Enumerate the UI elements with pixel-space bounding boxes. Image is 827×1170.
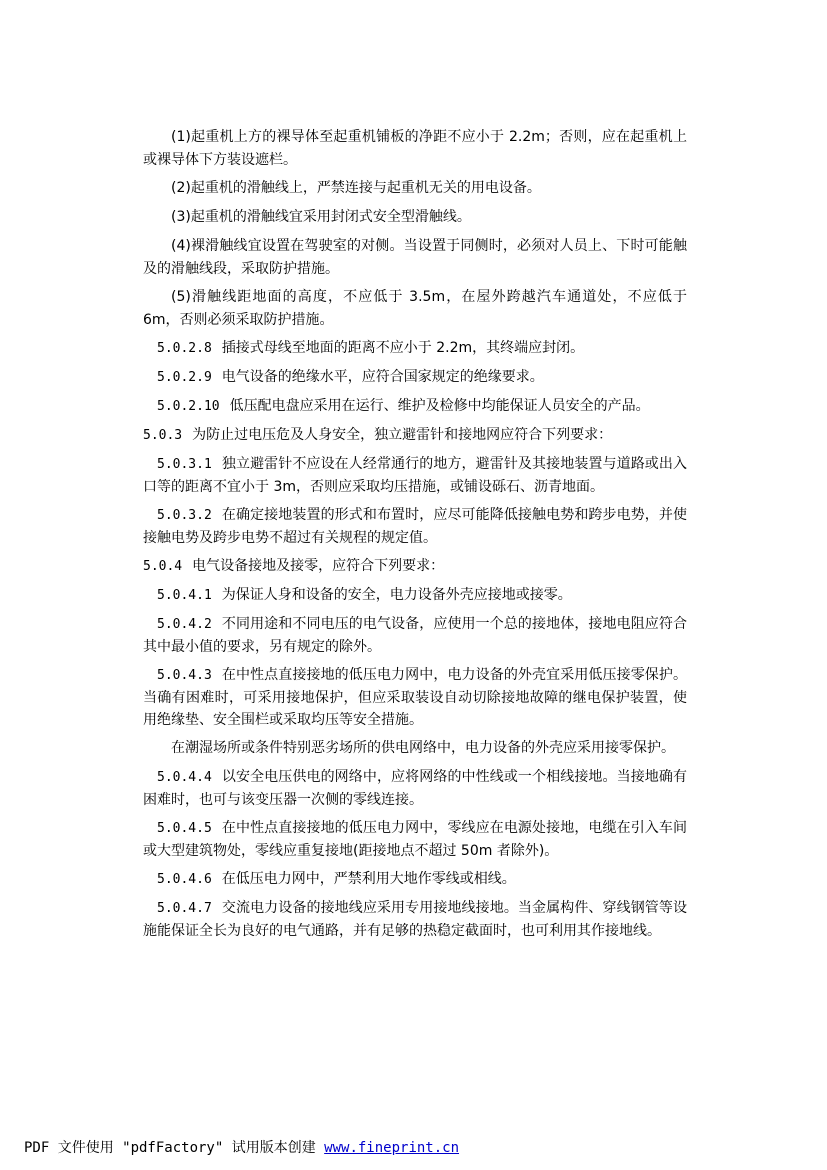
paragraph-text: 电气设备接地及接零，应符合下列要求： <box>192 558 445 574</box>
paragraph <box>143 664 687 731</box>
paragraph-text: 插接式母线至地面的距离不应小于 2.2m，其终端应封闭。 <box>221 340 585 356</box>
paragraph-text: 独立避雷针不应设在人经常通行的地方，避雷针及其接地装置与道路或出入口等的距离不宜小于 3m，否则应采取均压措施，或铺设砾石、沥青地面。 <box>143 456 687 495</box>
paragraph <box>143 126 687 171</box>
clause-number: 5.0.3 <box>143 428 183 443</box>
clause-number: 5.0.2.8 <box>157 341 212 356</box>
clause-number: 5.0.4.1 <box>157 588 212 603</box>
clause-number: 5.0.4.5 <box>157 821 212 836</box>
clause-number: 5.0.4.4 <box>157 770 212 785</box>
paragraph <box>143 504 687 549</box>
paragraph-text: 交流电力设备的接地线应采用专用接地线接地。当金属构件、穿线钢管等设施能保证全长为良好的电气通路，并有足够的热稳定截面时，也可利用其作接地线。 <box>143 900 687 939</box>
paragraph-text: (1)起重机上方的裸导体至起重机铺板的净距不应小于 2.2m；否则，应在起重机上或裸导体下方装设遮栏。 <box>143 129 687 168</box>
clause-number: 5.0.4.2 <box>157 617 212 632</box>
clause-number: 5.0.3.2 <box>157 508 212 523</box>
paragraph-text: 为保证人身和设备的安全，电力设备外壳应接地或接零。 <box>221 587 572 603</box>
paragraph <box>143 366 687 389</box>
paragraph <box>143 177 687 200</box>
clause-number: 5.0.2.10 <box>157 399 220 414</box>
paragraph-text: 为防止过电压危及人身安全，独立避雷针和接地网应符合下列要求： <box>192 427 613 443</box>
paragraph-text: 在低压电力网中，严禁利用大地作零线或相线。 <box>221 871 516 887</box>
paragraph-text: (3)起重机的滑触线宜采用封闭式安全型滑触线。 <box>171 209 471 225</box>
paragraph <box>143 337 687 360</box>
paragraph-text: 以安全电压供电的网络中，应将网络的中性线或一个相线接地。当接地确有困难时，也可与该变压器一次侧的零线连接。 <box>143 769 687 808</box>
paragraph-text: (2)起重机的滑触线上，严禁连接与起重机无关的用电设备。 <box>171 180 541 196</box>
paragraph <box>143 395 687 418</box>
paragraph <box>143 206 687 229</box>
paragraph-text: 在潮湿场所或条件特别恶劣场所的供电网络中，电力设备的外壳应采用接零保护。 <box>171 740 675 756</box>
clause-number: 5.0.4.3 <box>157 668 212 683</box>
pdf-footer <box>24 1137 459 1157</box>
paragraph <box>143 555 687 578</box>
clause-number: 5.0.4 <box>143 559 183 574</box>
paragraph-text: (5)滑触线距地面的高度，不应低于 3.5m，在屋外跨越汽车通道处，不应低于 6m，否则必须采取防护措施。 <box>143 289 687 328</box>
paragraph-text: 电气设备的绝缘水平，应符合国家规定的绝缘要求。 <box>221 369 544 385</box>
paragraph <box>143 235 687 280</box>
paragraph <box>143 817 687 862</box>
paragraph-text: 低压配电盘应采用在运行、维护及检修中均能保证人员安全的产品。 <box>229 398 650 414</box>
paragraph <box>143 766 687 811</box>
paragraph <box>143 453 687 498</box>
paragraph-text: (4)裸滑触线宜设置在驾驶室的对侧。当设置于同侧时，必须对人员上、下时可能触及的滑触线段，采取防护措施。 <box>143 238 687 277</box>
paragraph <box>143 897 687 942</box>
document-body <box>143 126 687 948</box>
paragraph <box>143 584 687 607</box>
clause-number: 5.0.4.6 <box>157 872 212 887</box>
paragraph <box>143 286 687 331</box>
paragraph-text: 在确定接地装置的形式和布置时，应尽可能降低接触电势和跨步电势，并使接触电势及跨步电势不超过有关规程的规定值。 <box>143 507 687 546</box>
footer-text: PDF 文件使用 "pdfFactory" 试用版本创建 <box>24 1140 325 1156</box>
clause-number: 5.0.3.1 <box>157 457 212 472</box>
clause-number: 5.0.2.9 <box>157 370 212 385</box>
clause-number: 5.0.4.7 <box>157 901 212 916</box>
paragraph-text: 不同用途和不同电压的电气设备，应使用一个总的接地体，接地电阻应符合其中最小值的要求，另有规定的除外。 <box>143 616 687 655</box>
paragraph <box>143 737 687 760</box>
paragraph <box>143 613 687 658</box>
paragraph-text: 在中性点直接接地的低压电力网中，电力设备的外壳宜采用低压接零保护。当确有困难时，可采用接地保护，但应采取装设自动切除接地故障的继电保护装置，使用绝缘垫、安全围栏或采取均压等安全措施。 <box>143 667 687 728</box>
paragraph-text: 在中性点直接接地的低压电力网中，零线应在电源处接地，电缆在引入车间或大型建筑物处，零线应重复接地(距接地点不超过 50m 者除外)。 <box>143 820 687 859</box>
paragraph <box>143 868 687 891</box>
paragraph <box>143 424 687 447</box>
footer-link[interactable]: www.fineprint.cn <box>324 1140 460 1156</box>
